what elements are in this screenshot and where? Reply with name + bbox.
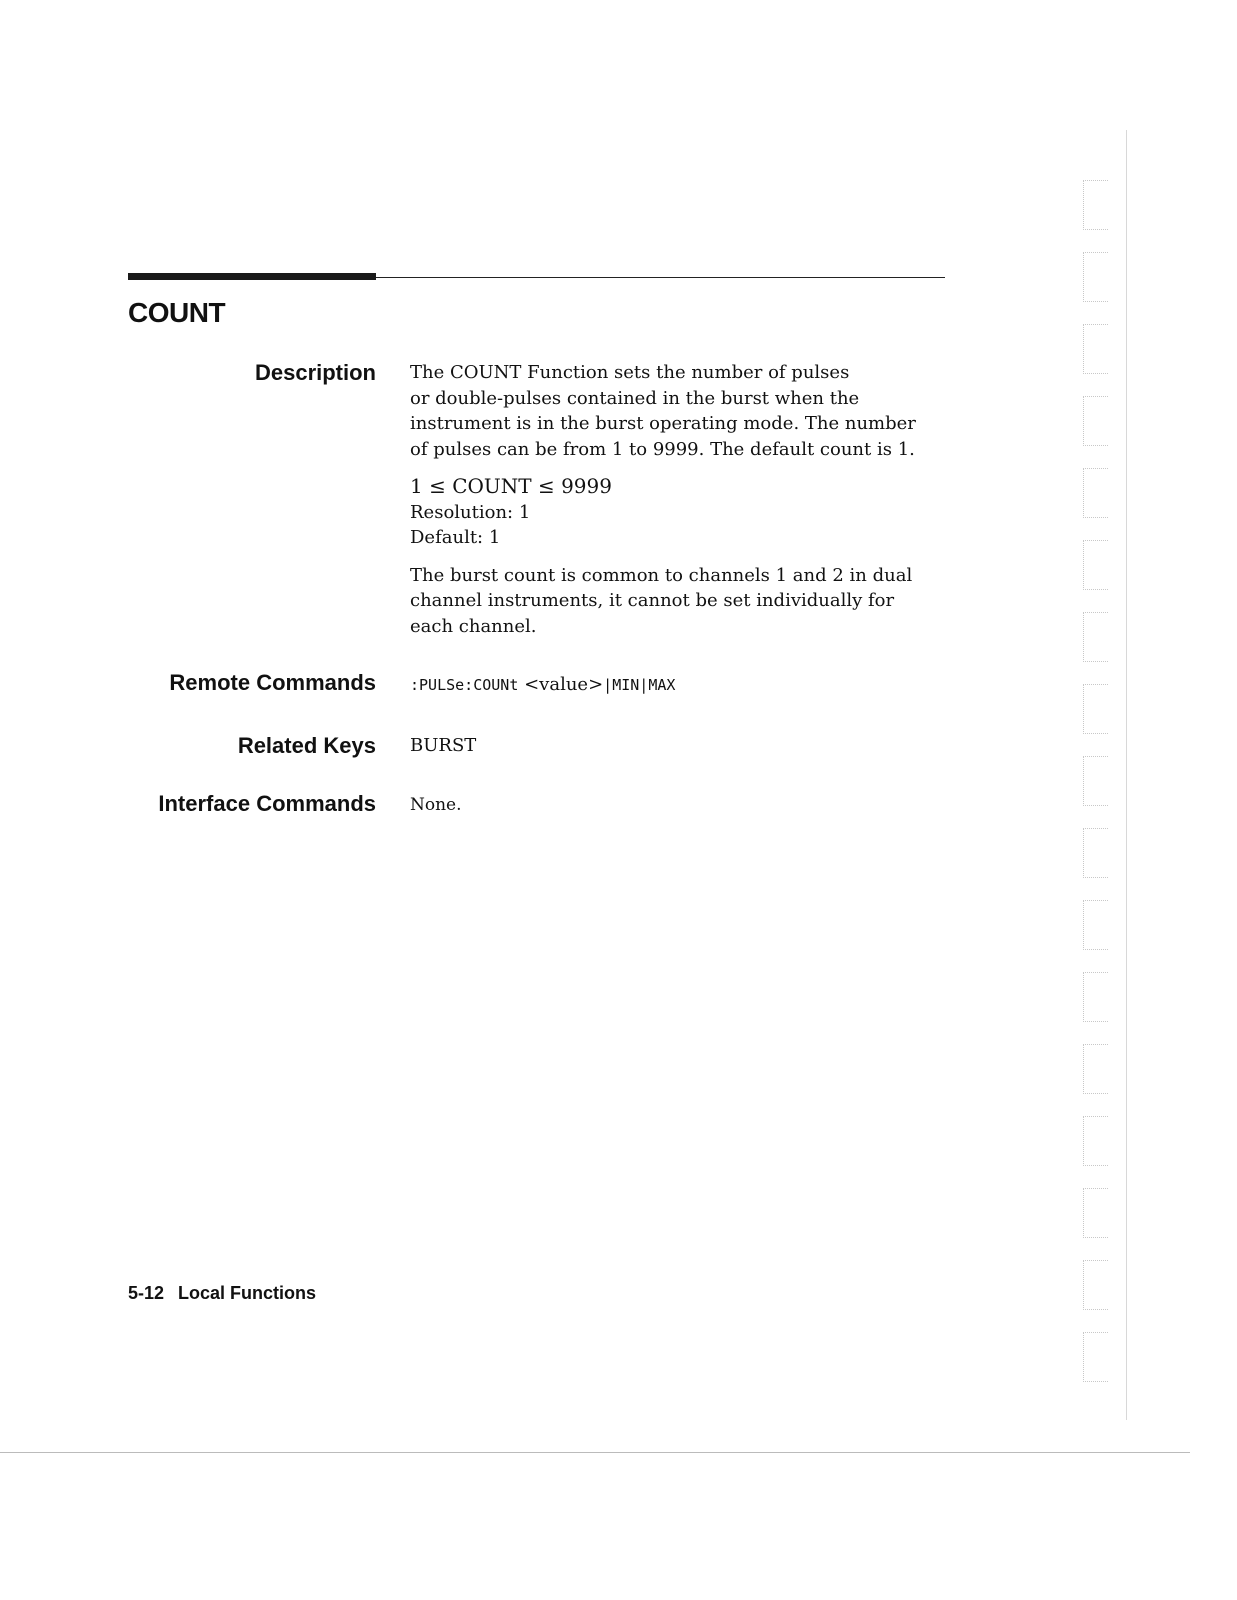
interface-commands-label: Interface Commands <box>158 791 376 816</box>
binder-tab <box>1083 252 1108 302</box>
footer-section-name: Local Functions <box>178 1283 317 1303</box>
description-line: The COUNT Function sets the number of pulses <box>410 362 850 383</box>
binder-tab <box>1083 612 1108 662</box>
description-line: or double-pulses contained in the burst when the <box>410 387 860 409</box>
section-rule-thick <box>128 273 376 280</box>
binder-tab <box>1083 180 1108 230</box>
binder-tab <box>1083 1332 1108 1382</box>
binder-tab <box>1083 756 1108 806</box>
description-line: instrument is in the burst operating mode. The number <box>410 413 916 434</box>
description-body <box>410 360 916 639</box>
binder-tab <box>1083 540 1108 590</box>
remote-command-suffix: |MIN|MAX <box>603 676 676 694</box>
page-number: 5-12 <box>128 1283 165 1303</box>
binder-tab <box>1083 828 1108 878</box>
section-rule-thin <box>376 277 945 278</box>
remote-command <box>410 672 675 699</box>
binder-tab <box>1083 324 1108 374</box>
related-keys-value: BURST <box>410 735 477 756</box>
binder-tab <box>1083 396 1108 446</box>
page-footer <box>128 1283 316 1304</box>
remote-commands-label: Remote Commands <box>169 670 376 695</box>
related-keys-label: Related Keys <box>237 733 376 758</box>
binder-tab <box>1083 684 1108 734</box>
binder-tab <box>1083 1044 1108 1094</box>
count-range: 1 ≤ COUNT ≤ 9999 <box>410 474 612 498</box>
remote-command-arg: <value> <box>518 674 604 695</box>
description-line: each channel. <box>410 615 537 637</box>
scan-bottom-edge <box>0 1452 1190 1453</box>
section-title: COUNT <box>128 297 226 328</box>
description-label: Description <box>254 360 376 385</box>
description-line: The burst count is common to channels 1 and 2 in dual <box>410 564 913 586</box>
default-value: Default: 1 <box>410 527 501 548</box>
binder-tabs <box>1079 180 1127 1420</box>
binder-tab <box>1083 1188 1108 1238</box>
remote-command-prefix: :PULSe:COUNt <box>410 676 519 694</box>
binder-tab <box>1083 1116 1108 1166</box>
interface-commands-value: None. <box>410 795 462 815</box>
binder-tab <box>1083 1260 1108 1310</box>
binder-tab <box>1083 900 1108 950</box>
binder-tab <box>1083 972 1108 1022</box>
binder-tab <box>1083 468 1108 518</box>
description-line: of pulses can be from 1 to 9999. The default count is 1. <box>410 438 915 460</box>
description-line: channel instruments, it cannot be set individually for <box>410 590 895 611</box>
resolution-value: Resolution: 1 <box>410 501 531 523</box>
